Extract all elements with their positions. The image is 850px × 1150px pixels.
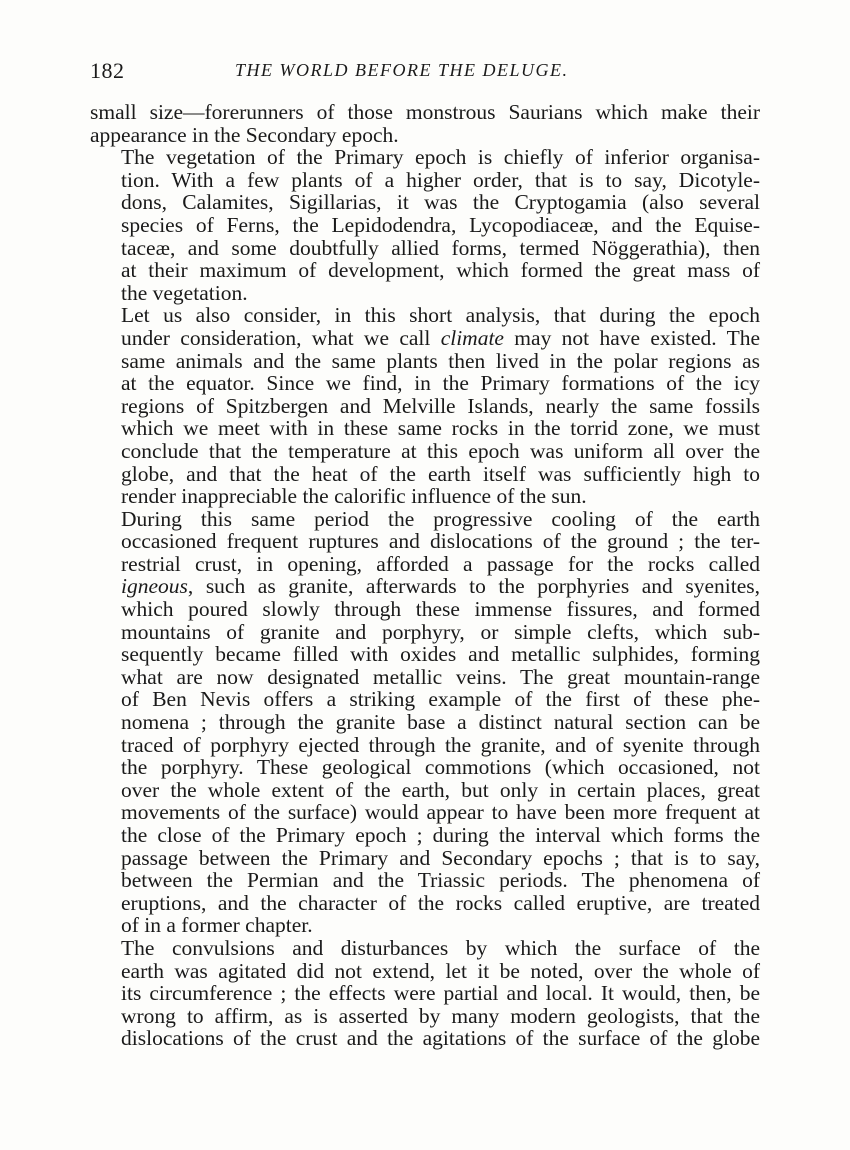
text-line: under consideration, what we call climate may not have existed. The xyxy=(121,325,761,350)
text-line: appearance in the Secondary epoch. xyxy=(90,122,399,147)
text-line: small size—forerunners of those monstrous Saurians which make their xyxy=(90,100,760,124)
text-line: passage between the Primary and Secondary epochs ; that is to say, xyxy=(121,845,760,870)
text-line: its circumference ; the effects were partial and local. It would, then, be xyxy=(121,981,760,1006)
text-line: movements of the surface) would appear to have been more frequent at xyxy=(121,800,760,825)
paragraph xyxy=(90,146,760,304)
text-line: dons, Calamites, Sigillarias, it was the Cryptogamia (also several xyxy=(121,190,760,215)
italic-term: igneous xyxy=(121,574,188,599)
text-line: of Ben Nevis offers a striking example of the first of these phe- xyxy=(121,687,760,712)
text-line: globe, and that the heat of the earth itself was sufficiently high to xyxy=(121,461,760,486)
text-line: conclude that the temperature at this epoch was uniform all over the xyxy=(121,438,760,463)
text-line: Let us also consider, in this short analysis, that during the epoch xyxy=(121,303,760,328)
body-text xyxy=(90,101,760,1050)
text-line: at their maximum of development, which formed the great mass of xyxy=(121,258,760,283)
running-head xyxy=(90,58,760,88)
text-line: wrong to affirm, as is asserted by many modern geologists, that the xyxy=(121,1003,760,1028)
text-line: regions of Spitzbergen and Melville Islands, nearly the same fossils xyxy=(121,393,760,418)
text-line: at the equator. Since we find, in the Primary formations of the icy xyxy=(121,371,760,396)
paragraph xyxy=(90,508,760,937)
paragraph xyxy=(90,101,760,146)
text-line: the close of the Primary epoch ; during the interval which forms the xyxy=(121,823,760,847)
text-line: igneous, such as granite, afterwards to the porphyries and syenites, xyxy=(121,574,760,599)
paragraph xyxy=(90,304,760,507)
text-line: the porphyry. These geological commotions (which occasioned, not xyxy=(121,755,760,780)
text-line: what are now designated metallic veins. The great mountain-range xyxy=(121,664,760,689)
text-line: The vegetation of the Primary epoch is chiefly of inferior organisa- xyxy=(121,145,760,170)
text-line: earth was agitated did not extend, let it be noted, over the whole of xyxy=(121,958,760,983)
text-line: render inappreciable the calorific influence of the sun. xyxy=(121,484,587,509)
text-line: occasioned frequent ruptures and dislocations of the ground ; the ter- xyxy=(121,529,760,554)
text-line: of in a former chapter. xyxy=(121,913,313,938)
text-line: The convulsions and disturbances by which the surface of the xyxy=(121,935,760,960)
text-line: mountains of granite and porphyry, or simple clefts, which sub- xyxy=(121,619,760,644)
text-line: over the whole extent of the earth, but only in certain places, great xyxy=(121,777,760,802)
text-line: During this same period the progressive cooling of the earth xyxy=(121,506,760,531)
text-line: tion. With a few plants of a higher order, that is to say, Dicotyle- xyxy=(121,167,760,192)
paragraph xyxy=(90,937,760,1050)
text-line: eruptions, and the character of the rocks called eruptive, are treated xyxy=(121,890,760,915)
text-line: dislocations of the crust and the agitations of the surface of the globe xyxy=(121,1026,760,1051)
text-line: traced of porphyry ejected through the granite, and of syenite through xyxy=(121,732,760,757)
text-line: the vegetation. xyxy=(121,280,248,305)
text-line: same animals and the same plants then lived in the polar regions as xyxy=(121,348,760,373)
text-line: sequently became filled with oxides and metallic sulphides, forming xyxy=(121,642,760,667)
page-number: 182 xyxy=(90,58,125,83)
text-line: nomena ; through the granite base a distinct natural section can be xyxy=(121,710,760,735)
text-line: which poured slowly through these immense fissures, and formed xyxy=(121,597,760,622)
italic-term: climate xyxy=(440,325,504,350)
text-line: which we meet with in these same rocks in the torrid zone, we must xyxy=(121,416,760,441)
text-line: taceæ, and some doubtfully allied forms, termed Nöggerathia), then xyxy=(121,235,760,260)
text-line: between the Permian and the Triassic periods. The phenomena of xyxy=(121,868,760,893)
text-line: species of Ferns, the Lepidodendra, Lycopodiaceæ, and the Equise- xyxy=(121,212,760,237)
running-title: THE WORLD BEFORE THE DELUGE. xyxy=(235,60,569,80)
text-line: restrial crust, in opening, afforded a passage for the rocks called xyxy=(121,551,760,576)
